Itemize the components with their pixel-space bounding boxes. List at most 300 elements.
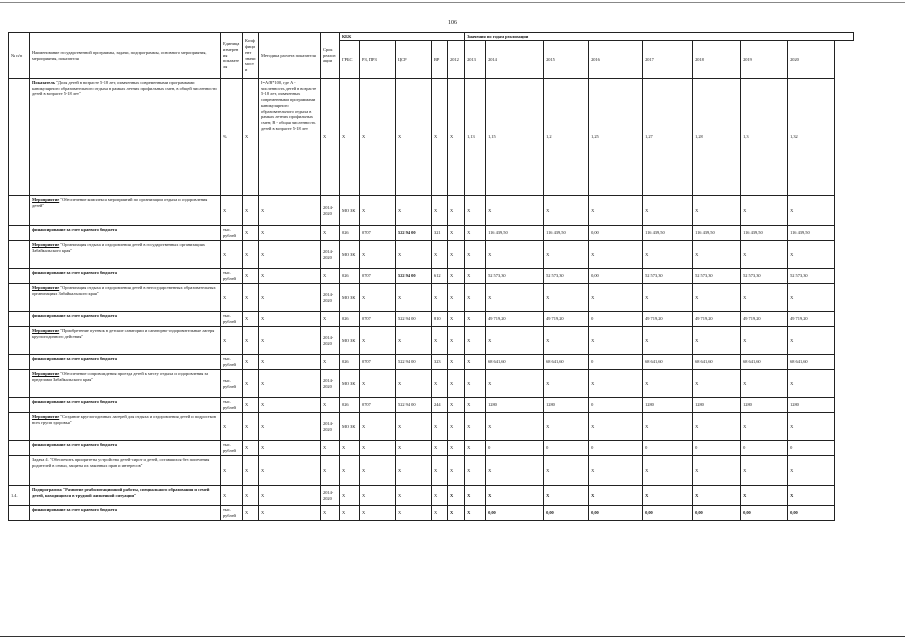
row-csr: X: [396, 456, 432, 486]
row-method: X: [259, 370, 321, 398]
row-value: 49 719,20: [544, 312, 589, 327]
row-value: 68 641,60: [693, 355, 741, 370]
row-value: 68 641,60: [486, 355, 544, 370]
row-value: X: [448, 196, 465, 226]
row-value: 0: [589, 441, 643, 456]
row-name: [30, 441, 221, 456]
row-value: 49 719,20: [643, 312, 693, 327]
row-num: [9, 241, 30, 269]
indicator-num: [9, 79, 30, 196]
row-csr: X: [396, 196, 432, 226]
row-coef: X: [243, 312, 259, 327]
row-coef: X: [243, 355, 259, 370]
indicator-csr: X: [396, 79, 432, 196]
row-value: X: [589, 284, 643, 312]
row-coef: X: [243, 486, 259, 506]
row-text: "Приобретение путевок в детские санатории и санаторно-оздоровительные лагеря круглогодичного действия": [32, 328, 215, 339]
row-vr: 323: [432, 355, 448, 370]
event-label: Мероприятие: [32, 328, 60, 333]
row-csr: X: [396, 486, 432, 506]
row-vr: X: [432, 327, 448, 355]
row-rz: X: [360, 456, 396, 486]
row-rz: X: [360, 506, 396, 521]
row-text: финансирование за счет краевого бюджета: [32, 356, 117, 361]
row-vr: X: [432, 413, 448, 441]
row-num: [9, 312, 30, 327]
row-value: X: [448, 284, 465, 312]
program-table: [8, 32, 854, 521]
row-name: [30, 327, 221, 355]
row-vr: X: [432, 486, 448, 506]
header-rz: РЗ, ПРЗ: [360, 41, 396, 79]
event-row: [9, 196, 854, 226]
row-value: X: [486, 284, 544, 312]
row-grbs: МО ЗК: [340, 413, 360, 441]
row-value: 116 439,50: [544, 226, 589, 241]
row-grbs: МО ЗК: [340, 370, 360, 398]
row-unit: X: [221, 413, 243, 441]
row-value: X: [465, 312, 486, 327]
row-value: 0: [741, 441, 788, 456]
row-value: 52 573,30: [643, 269, 693, 284]
row-value: X: [741, 486, 788, 506]
row-value: X: [465, 506, 486, 521]
row-value: X: [465, 441, 486, 456]
row-rz: 0707: [360, 269, 396, 284]
row-num: [9, 370, 30, 398]
event-row: [9, 284, 854, 312]
row-rz: 0707: [360, 312, 396, 327]
row-value: 0: [693, 441, 741, 456]
row-coef: X: [243, 506, 259, 521]
row-value: X: [643, 486, 693, 506]
task-row: [9, 456, 854, 486]
row-value: X: [448, 441, 465, 456]
row-term: X: [321, 506, 340, 521]
row-rz: 0707: [360, 226, 396, 241]
row-vr: 810: [432, 312, 448, 327]
row-method: X: [259, 269, 321, 284]
row-unit: X: [221, 196, 243, 226]
row-value: 0: [643, 441, 693, 456]
row-rz: X: [360, 413, 396, 441]
indicator-term: X: [321, 79, 340, 196]
event-label: Мероприятие: [32, 285, 60, 290]
row-value: X: [693, 284, 741, 312]
row-value: X: [486, 327, 544, 355]
event-label: Мероприятие: [32, 197, 60, 202]
row-value: X: [788, 284, 835, 312]
row-text: "Создание круглогодичных лагерей для отдыха и оздоровления детей и подростков всех групп здоровья": [32, 414, 216, 425]
event-label: Мероприятие: [32, 242, 60, 247]
header-unit: Единица измерения показателя: [221, 33, 243, 79]
row-grbs: X: [340, 456, 360, 486]
row-value: 0,00: [788, 506, 835, 521]
row-coef: X: [243, 226, 259, 241]
row-rz: X: [360, 486, 396, 506]
row-csr: X: [396, 441, 432, 456]
row-num: [9, 226, 30, 241]
indicator-name: [30, 79, 221, 196]
row-value: 1280: [788, 398, 835, 413]
row-value: 0,00: [589, 269, 643, 284]
row-rz: X: [360, 284, 396, 312]
row-value: 49 719,20: [693, 312, 741, 327]
header-method: Методика расчета показателя: [259, 33, 321, 79]
row-coef: X: [243, 196, 259, 226]
indicator-vr: X: [432, 79, 448, 196]
row-value: X: [465, 456, 486, 486]
indicator-label: Показатель: [32, 80, 56, 85]
row-value: 1280: [486, 398, 544, 413]
row-value: 116 439,50: [693, 226, 741, 241]
row-coef: X: [243, 370, 259, 398]
header-year: 2014: [486, 41, 544, 79]
indicator-grbs: X: [340, 79, 360, 196]
scan-edge-top: [0, 2, 905, 3]
row-text: финансирование за счет краевого бюджета: [32, 227, 117, 232]
row-grbs: 026: [340, 355, 360, 370]
subprogram-row: [9, 486, 854, 506]
row-grbs: X: [340, 486, 360, 506]
row-csr: X: [396, 241, 432, 269]
row-method: X: [259, 355, 321, 370]
row-value: X: [693, 486, 741, 506]
header-year: 2020: [788, 41, 835, 79]
row-term: 2014-2020: [321, 284, 340, 312]
row-unit: X: [221, 241, 243, 269]
row-method: X: [259, 312, 321, 327]
row-value: X: [589, 196, 643, 226]
row-unit: X: [221, 456, 243, 486]
row-unit: тыс. рублей: [221, 226, 243, 241]
scan-edge-bottom: [0, 636, 905, 637]
header-year: 2018: [693, 41, 741, 79]
header-name: Наименование государственной программы, задачи, подпрограммы, основного мероприятия, мероприятия, показателя: [30, 33, 221, 79]
row-value: 0,00: [741, 506, 788, 521]
row-method: X: [259, 456, 321, 486]
row-unit: тыс. рублей: [221, 355, 243, 370]
row-name: [30, 506, 221, 521]
row-rz: 0707: [360, 355, 396, 370]
row-rz: X: [360, 370, 396, 398]
row-value: X: [693, 327, 741, 355]
row-vr: 321: [432, 226, 448, 241]
row-vr: 244: [432, 398, 448, 413]
row-csr: X: [396, 327, 432, 355]
row-num: 1.4.: [9, 486, 30, 506]
row-value: X: [448, 398, 465, 413]
row-value: X: [544, 486, 589, 506]
row-value: 116 439,50: [741, 226, 788, 241]
indicator-value: 1,28: [693, 79, 741, 196]
event-label: Мероприятие: [32, 371, 60, 376]
row-value: X: [486, 456, 544, 486]
row-csr: X: [396, 506, 432, 521]
row-value: X: [465, 241, 486, 269]
row-value: 116 439,50: [486, 226, 544, 241]
row-value: X: [788, 196, 835, 226]
row-name: [30, 269, 221, 284]
row-value: 1280: [544, 398, 589, 413]
row-coef: X: [243, 284, 259, 312]
row-coef: X: [243, 441, 259, 456]
row-grbs: МО ЗК: [340, 241, 360, 269]
row-vr: X: [432, 284, 448, 312]
row-csr: X: [396, 370, 432, 398]
row-method: X: [259, 441, 321, 456]
row-coef: X: [243, 269, 259, 284]
row-grbs: 026: [340, 398, 360, 413]
row-value: X: [693, 456, 741, 486]
row-value: 52 573,30: [741, 269, 788, 284]
row-grbs: 026: [340, 312, 360, 327]
row-unit: тыс. рублей: [221, 312, 243, 327]
row-term: 2014-2020: [321, 486, 340, 506]
row-csr: X: [396, 284, 432, 312]
row-term: X: [321, 226, 340, 241]
indicator-value: 1,13: [465, 79, 486, 196]
row-coef: X: [243, 398, 259, 413]
row-value: X: [465, 486, 486, 506]
row-text: "Обеспечение сопровождения проезда детей к месту отдыха и оздоровления за пределами Забайкальского края": [32, 371, 209, 382]
row-rz: 0707: [360, 398, 396, 413]
row-value: X: [465, 413, 486, 441]
row-value: X: [643, 327, 693, 355]
row-name: [30, 355, 221, 370]
indicator-value: 1,3: [741, 79, 788, 196]
row-value: X: [486, 486, 544, 506]
row-value: X: [693, 241, 741, 269]
row-value: X: [643, 456, 693, 486]
row-value: X: [589, 456, 643, 486]
row-vr: X: [432, 441, 448, 456]
financing-row: [9, 312, 854, 327]
row-value: X: [465, 226, 486, 241]
row-unit: тыс. рублей: [221, 441, 243, 456]
row-value: 0: [589, 398, 643, 413]
row-name: [30, 226, 221, 241]
header-num: № п/п: [9, 33, 30, 79]
financing-row: [9, 398, 854, 413]
header-coef: Коэффициент значимости: [243, 33, 259, 79]
row-value: X: [589, 486, 643, 506]
row-value: X: [448, 370, 465, 398]
row-value: 1280: [693, 398, 741, 413]
row-rz: X: [360, 196, 396, 226]
row-unit: X: [221, 284, 243, 312]
row-num: [9, 398, 30, 413]
row-value: X: [693, 196, 741, 226]
row-num: [9, 441, 30, 456]
row-value: 0: [788, 441, 835, 456]
row-value: 1280: [643, 398, 693, 413]
header-kbk: КБК: [340, 33, 465, 41]
event-row: [9, 327, 854, 355]
row-value: 0,00: [486, 506, 544, 521]
header-year: 2019: [741, 41, 788, 79]
row-term: X: [321, 456, 340, 486]
row-value: 52 573,30: [693, 269, 741, 284]
row-vr: X: [432, 370, 448, 398]
row-coef: X: [243, 327, 259, 355]
row-grbs: X: [340, 506, 360, 521]
row-value: X: [741, 413, 788, 441]
row-value: X: [589, 327, 643, 355]
row-name: [30, 284, 221, 312]
row-vr: X: [432, 241, 448, 269]
row-value: X: [448, 241, 465, 269]
row-value: 52 573,30: [788, 269, 835, 284]
row-value: 0,00: [589, 506, 643, 521]
row-value: X: [788, 327, 835, 355]
row-value: X: [741, 284, 788, 312]
row-value: X: [589, 370, 643, 398]
row-coef: X: [243, 413, 259, 441]
row-rz: X: [360, 241, 396, 269]
row-value: X: [643, 413, 693, 441]
row-method: X: [259, 506, 321, 521]
row-num: [9, 413, 30, 441]
row-value: X: [544, 327, 589, 355]
row-num: [9, 327, 30, 355]
row-csr: 522 94 00: [396, 269, 432, 284]
row-method: X: [259, 241, 321, 269]
row-value: X: [465, 327, 486, 355]
header-grbs: ГРБС: [340, 41, 360, 79]
row-text: финансирование за счет краевого бюджета: [32, 507, 117, 512]
row-value: X: [465, 370, 486, 398]
row-vr: X: [432, 196, 448, 226]
indicator-value: 1,27: [643, 79, 693, 196]
row-value: X: [643, 241, 693, 269]
row-csr: 522 94 00: [396, 355, 432, 370]
row-value: X: [448, 456, 465, 486]
row-value: 49 719,20: [741, 312, 788, 327]
row-value: 116 439,50: [643, 226, 693, 241]
row-value: 68 641,60: [643, 355, 693, 370]
row-value: X: [643, 370, 693, 398]
header-vr: ВР: [432, 41, 448, 79]
row-method: X: [259, 196, 321, 226]
header-csr: ЦСР: [396, 41, 432, 79]
row-value: X: [448, 269, 465, 284]
row-coef: X: [243, 241, 259, 269]
row-value: X: [693, 370, 741, 398]
row-term: X: [321, 269, 340, 284]
row-value: X: [693, 413, 741, 441]
event-row: [9, 241, 854, 269]
row-text: Подпрограмма "Развитие реабилитационной работы, специального образования и семей детей, находящихся в трудной жизненной ситуации": [32, 487, 210, 498]
indicator-value: 1,2: [544, 79, 589, 196]
row-grbs: МО ЗК: [340, 327, 360, 355]
row-csr: 522 94 00: [396, 226, 432, 241]
row-num: [9, 284, 30, 312]
financing-row: [9, 355, 854, 370]
row-unit: X: [221, 486, 243, 506]
row-value: X: [465, 284, 486, 312]
row-text: "Организация отдыха и оздоровления детей в государственных организациях Забайкальского края": [32, 242, 205, 253]
row-grbs: МО ЗК: [340, 196, 360, 226]
event-label: Мероприятие: [32, 414, 60, 419]
row-value: X: [788, 486, 835, 506]
row-num: [9, 196, 30, 226]
row-grbs: X: [340, 441, 360, 456]
row-text: Задача 4. "Обеспечить приоритеты устройства детей-сирот и детей, оставшихся без попечения родителей в семьи, защиты их законных прав и интересов": [32, 457, 210, 468]
row-value: 49 719,20: [486, 312, 544, 327]
row-value: X: [544, 370, 589, 398]
header-year: 2017: [643, 41, 693, 79]
row-method: X: [259, 398, 321, 413]
row-name: [30, 456, 221, 486]
row-text: "Организация отдыха и оздоровления детей в негосударственных образовательных организациях Забайкальского края": [32, 285, 216, 296]
row-num: [9, 269, 30, 284]
row-value: X: [465, 398, 486, 413]
row-value: X: [643, 196, 693, 226]
row-rz: X: [360, 441, 396, 456]
row-unit: X: [221, 327, 243, 355]
row-num: [9, 506, 30, 521]
row-method: X: [259, 226, 321, 241]
row-term: X: [321, 355, 340, 370]
row-value: X: [465, 196, 486, 226]
row-value: 0,00: [643, 506, 693, 521]
row-term: X: [321, 441, 340, 456]
header-term: Срок реализации: [321, 33, 340, 79]
row-value: X: [589, 413, 643, 441]
indicator-method: I=A/B*100, где A - численность детей в возрасте 5-18 лет, охваченных современными программами каникулярного образовательного отдыха в рамках летних профильных смен; B - общая численность детей в возрасте 5-18 лет: [259, 79, 321, 196]
indicator-value: 1,15: [486, 79, 544, 196]
row-value: 1280: [741, 398, 788, 413]
row-value: X: [741, 196, 788, 226]
row-value: 0,00: [544, 506, 589, 521]
row-text: финансирование за счет краевого бюджета: [32, 270, 117, 275]
row-value: 68 641,60: [544, 355, 589, 370]
row-value: 52 573,30: [486, 269, 544, 284]
indicator-coef: X: [243, 79, 259, 196]
row-vr: 612: [432, 269, 448, 284]
row-term: X: [321, 398, 340, 413]
row-value: X: [486, 241, 544, 269]
header-year: 2015: [544, 41, 589, 79]
row-term: 2014-2020: [321, 196, 340, 226]
financing-row: [9, 441, 854, 456]
row-value: X: [486, 413, 544, 441]
row-value: X: [448, 327, 465, 355]
row-value: 49 719,20: [788, 312, 835, 327]
row-value: X: [741, 456, 788, 486]
row-grbs: 026: [340, 226, 360, 241]
row-value: 0: [486, 441, 544, 456]
row-text: финансирование за счет краевого бюджета: [32, 399, 117, 404]
row-unit: тыс. рублей: [221, 370, 243, 398]
row-value: 68 641,60: [741, 355, 788, 370]
header-year: 2012: [448, 41, 465, 79]
row-name: [30, 486, 221, 506]
indicator-value: 1,32: [788, 79, 835, 196]
row-value: X: [544, 241, 589, 269]
row-value: 0: [544, 441, 589, 456]
row-grbs: МО ЗК: [340, 284, 360, 312]
row-value: 0,00: [589, 226, 643, 241]
row-value: 68 641,60: [788, 355, 835, 370]
row-value: 116 439,50: [788, 226, 835, 241]
row-value: X: [465, 355, 486, 370]
row-value: X: [741, 327, 788, 355]
row-value: X: [741, 241, 788, 269]
row-value: X: [741, 370, 788, 398]
row-value: X: [544, 413, 589, 441]
